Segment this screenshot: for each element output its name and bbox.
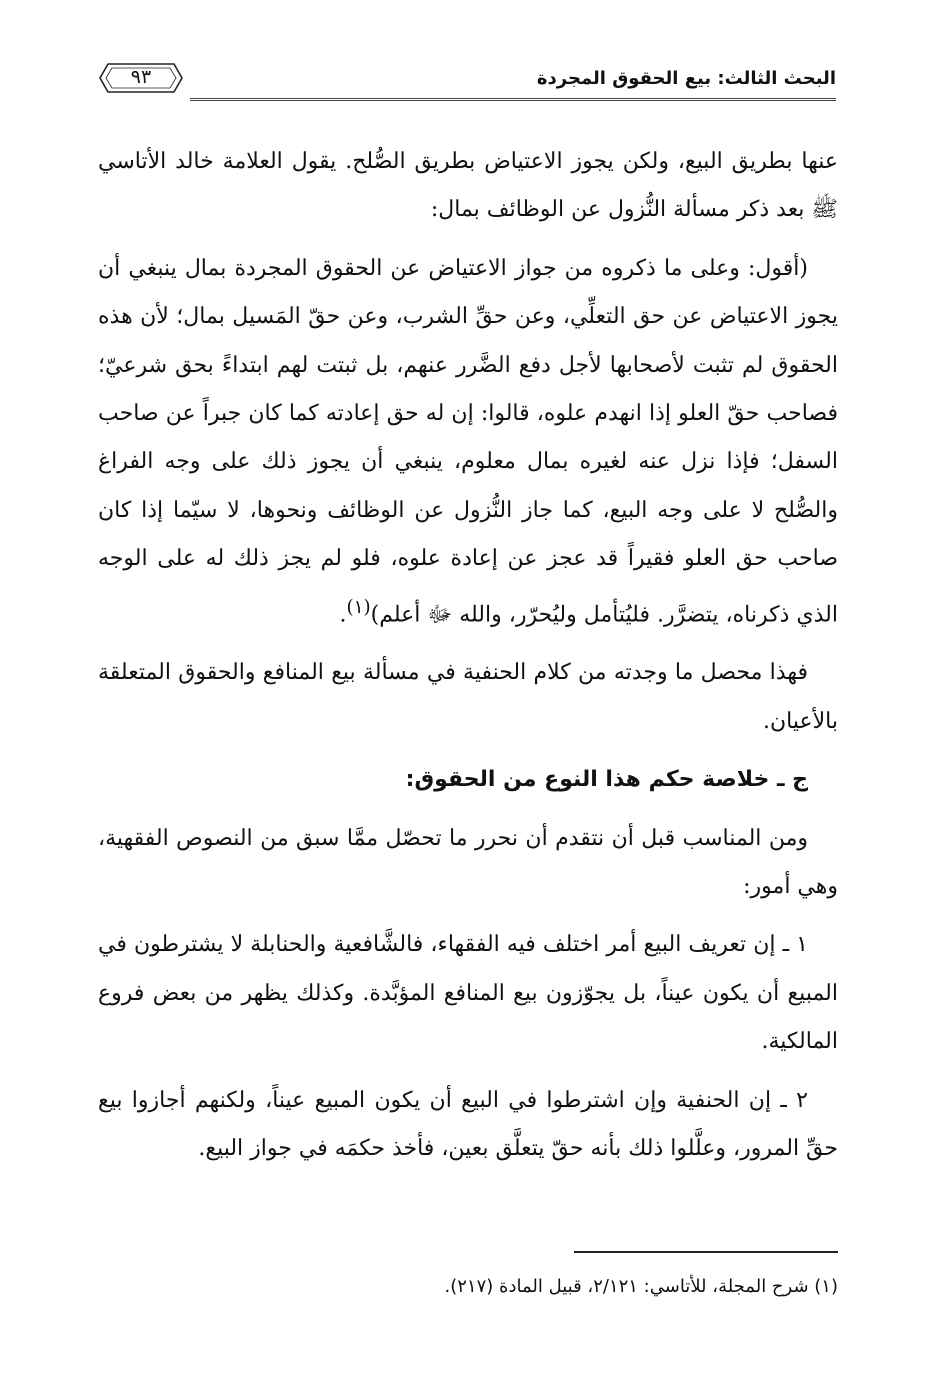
- list-item: [98, 921, 838, 1066]
- quote-paragraph: [98, 245, 838, 640]
- paragraph: ومن المناسب قبل أن نتقدم أن نحرر ما تحصّل ممَّا سبق من النصوص الفقهية، وهي أمور:: [98, 825, 838, 900]
- page-number-frame: [98, 62, 184, 94]
- header-rule: [190, 98, 836, 101]
- list-item-number: ٢ ـ: [780, 1087, 808, 1113]
- list-item-text: إن الحنفية وإن اشترطوا في البيع أن يكون المبيع عيناً، ولكنهم أجازوا بيع حقِّ المرور، وعلَّلوا ذلك بأنه حقّ يتعلَّق بعين، فأخذ حكمَه في جواز البيع.: [98, 1087, 838, 1162]
- page-header: [98, 52, 836, 104]
- body-text: [98, 138, 838, 1183]
- list-item-number: ١ ـ: [782, 932, 808, 958]
- quote-text: (أقول: وعلى ما ذكروه من جواز الاعتياض عن الحقوق المجردة بمال ينبغي أن يجوز الاعتياض عن حق التعلِّي، وعن حقِّ الشرب، وعن حقّ المَسيل بمال؛ لأن هذه الحقوق لم تثبت لأصحابها لأجل دفع الضَّرر عنهم، بل ثبتت لهم ابتداءً بحق شرعيّ؛ فصاحب حقّ العلو إذا انهدم علوه، قالوا: إن له حق إعادته كما كان جبراً عن صاحب السفل؛ فإذا نزل عنه لغيره بمال معلوم، ينبغي أن يجوز ذلك على وجه الفراغ والصُّلح لا على وجه البيع، كما جاز النُّزول عن الوظائف ونحوها، لا سيّما إذا كان صاحب حق العلو فقيراً قد عجز عن إعادة علوه، فلو لم يجز ذلك له على الوجه الذي ذكرناه، يتضرَّر. فليُتأمل وليُحرّر، والله ﷻ أعلم): [98, 255, 838, 627]
- footnote: (١) شرح المجلة، للأتاسي: ٢/١٢١، قبيل المادة (٢١٧).: [444, 1276, 838, 1297]
- paragraph: فهذا محصل ما وجدته من كلام الحنفية في مسألة بيع المنافع والحقوق المتعلقة بالأعيان.: [98, 660, 838, 734]
- running-title: البحث الثالث: بيع الحقوق المجردة: [536, 68, 836, 89]
- quote-end: .: [339, 601, 347, 627]
- list-item: [98, 1077, 838, 1174]
- list-item-text: إن تعريف البيع أمر اختلف فيه الفقهاء، فالشَّافعية والحنابلة لا يشترطون في المبيع أن يكون عيناً، بل يجوّزون بيع المنافع المؤبَّدة. وكذلك يظهر من بعض فروع المالكية.: [98, 932, 838, 1055]
- page-number: ٩٣: [130, 66, 152, 88]
- section-heading: ج ـ خلاصة حكم هذا النوع من الحقوق:: [405, 767, 808, 793]
- footnote-rule: [574, 1251, 838, 1253]
- paragraph: عنها بطريق البيع، ولكن يجوز الاعتياض بطريق الصُّلح. يقول العلامة خالد الأتاسي ﷺ بعد ذكر مسألة النُّزول عن الوظائف بمال:: [98, 149, 838, 223]
- footnote-marker[interactable]: (١): [346, 596, 371, 618]
